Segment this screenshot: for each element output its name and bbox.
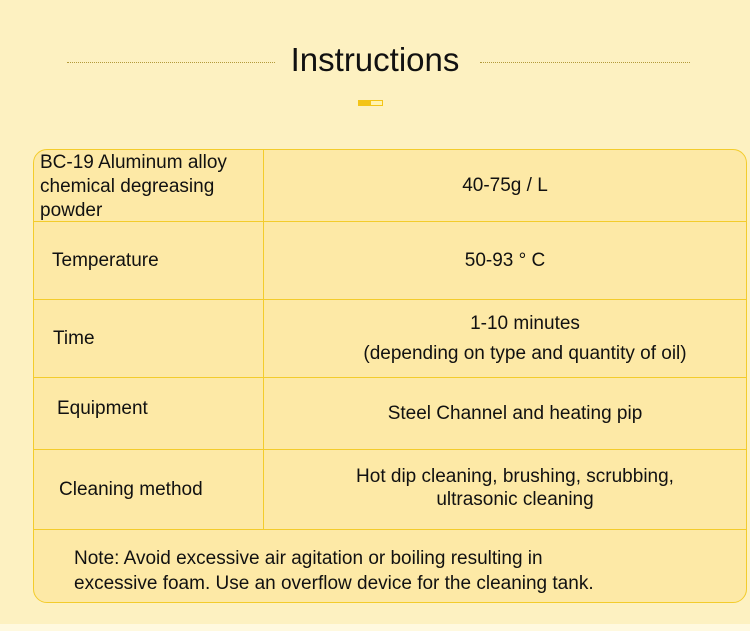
title-accent-bar: [358, 100, 383, 106]
row-value-line: ultrasonic cleaning: [436, 488, 594, 510]
row-value: [264, 222, 746, 299]
row-label: Equipment: [34, 378, 264, 449]
row-value-line: 50-93 ° C: [464, 249, 546, 271]
row-value: [264, 378, 746, 449]
row-label: BC-19 Aluminum alloy chemical degreasing powder: [34, 150, 264, 221]
row-value: [264, 450, 746, 529]
row-value: [264, 300, 746, 377]
table-row-product: [34, 150, 746, 222]
table-row-cleaning-method: [34, 450, 746, 530]
divider-right: [480, 62, 690, 63]
footer-strip: [0, 624, 750, 631]
table-row-time: [34, 300, 746, 378]
table-row-equipment: [34, 378, 746, 450]
row-value-line: 1-10 minutes: [470, 312, 580, 334]
note: [74, 546, 594, 596]
table-row-temperature: [34, 222, 746, 300]
row-label: Temperature: [34, 222, 264, 299]
note-line: Note: Avoid excessive air agitation or boiling resulting in: [74, 548, 543, 569]
row-value: [264, 150, 746, 221]
row-label: Time: [34, 300, 264, 377]
note-line: excessive foam. Use an overflow device for the cleaning tank.: [74, 573, 594, 594]
row-value-line: 40-75g / L: [462, 174, 548, 196]
page-title: Instructions: [290, 41, 460, 78]
instructions-table: [33, 149, 747, 603]
header: [0, 38, 750, 82]
row-value-line: (depending on type and quantity of oil): [363, 342, 687, 364]
row-label: Cleaning method: [34, 450, 264, 529]
row-value-line: Steel Channel and heating pip: [387, 402, 643, 424]
row-value-line: Hot dip cleaning, brushing, scrubbing,: [356, 465, 674, 487]
